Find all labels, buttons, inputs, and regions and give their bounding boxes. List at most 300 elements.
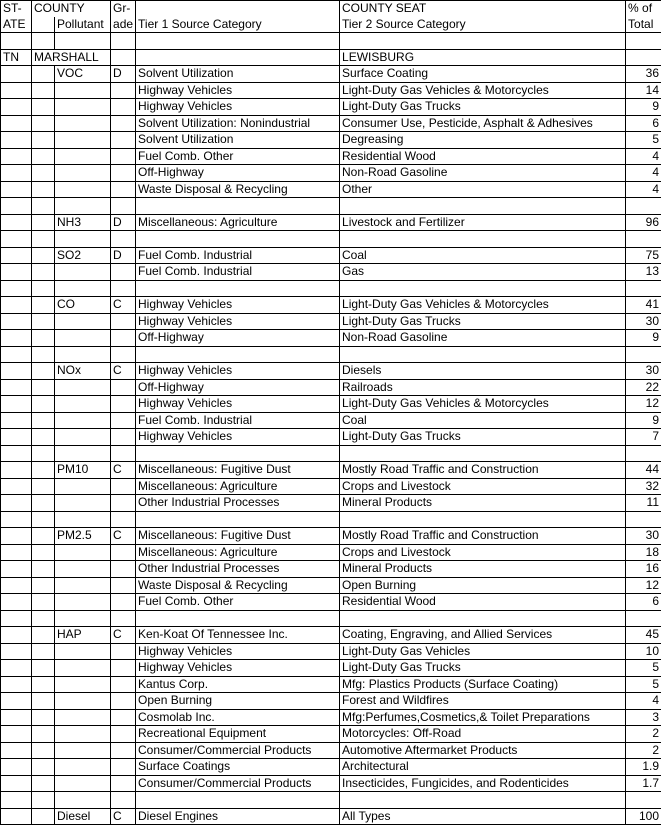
- state-cell: [1, 808, 32, 825]
- state-cell: [1, 726, 32, 743]
- pollutant-cell: [55, 379, 111, 396]
- state-cell: [1, 264, 32, 281]
- grade-cell: C: [111, 363, 136, 380]
- tier2-cell: Livestock and Fertilizer: [340, 214, 626, 231]
- header-tier1: [136, 1, 340, 17]
- county-cell: [32, 709, 55, 726]
- tier1-cell: Recreational Equipment: [136, 726, 340, 743]
- pct-cell: 4: [626, 165, 661, 182]
- grade-cell: [111, 544, 136, 561]
- state-cell: [1, 148, 32, 165]
- pollutant-cell: [55, 660, 111, 677]
- tier1-cell: Miscellaneous: Agriculture: [136, 544, 340, 561]
- tier1-cell: Cosmolab Inc.: [136, 709, 340, 726]
- pct-cell: 18: [626, 544, 661, 561]
- pct-cell: 96: [626, 214, 661, 231]
- pct-cell: 13: [626, 264, 661, 281]
- pollutant-cell: SO2: [55, 247, 111, 264]
- pollutant-cell: [55, 676, 111, 693]
- tier2-cell: Mostly Road Traffic and Construction: [340, 528, 626, 545]
- grade-cell: [111, 693, 136, 710]
- state-cell: [1, 544, 32, 561]
- spacer-row: [1, 280, 661, 297]
- table-row: [1, 495, 661, 512]
- county-cell: [32, 808, 55, 825]
- county-cell: [32, 247, 55, 264]
- tier2-cell: Coating, Engraving, and Allied Services: [340, 627, 626, 644]
- tier1-cell: Diesel Engines: [136, 808, 340, 825]
- tier2-cell: Forest and Wildfires: [340, 693, 626, 710]
- emissions-table-body: [1, 1, 661, 825]
- header-county-seat: COUNTY SEAT: [340, 1, 626, 17]
- state-cell: [1, 594, 32, 611]
- table-row: [1, 478, 661, 495]
- county-cell: [32, 577, 55, 594]
- grade-cell: [111, 313, 136, 330]
- pollutant-cell: [55, 561, 111, 578]
- county-cell: [32, 214, 55, 231]
- table-row: [1, 660, 661, 677]
- tier2-cell: Mostly Road Traffic and Construction: [340, 462, 626, 479]
- pollutant-cell: [55, 396, 111, 413]
- state-cell: [1, 643, 32, 660]
- pollutant-cell: [55, 165, 111, 182]
- grade-cell: C: [111, 528, 136, 545]
- state-cell: [1, 132, 32, 149]
- tier1-cell: Waste Disposal & Recycling: [136, 577, 340, 594]
- spacer-row: [1, 346, 661, 363]
- pct-cell: 3: [626, 709, 661, 726]
- table-row: [1, 297, 661, 314]
- tier2-cell: Motorcycles: Off-Road: [340, 726, 626, 743]
- table-row: [1, 544, 661, 561]
- pct-cell: 44: [626, 462, 661, 479]
- tier1-cell: Highway Vehicles: [136, 313, 340, 330]
- table-row: [1, 693, 661, 710]
- table-row: [1, 379, 661, 396]
- grade-cell: [111, 709, 136, 726]
- tier1-cell: Waste Disposal & Recycling: [136, 181, 340, 198]
- tier2-cell: Railroads: [340, 379, 626, 396]
- tier1-cell: Off-Highway: [136, 379, 340, 396]
- pct-cell: 2: [626, 742, 661, 759]
- pollutant-cell: [55, 412, 111, 429]
- tier1-cell: Other Industrial Processes: [136, 495, 340, 512]
- state-cell: [1, 330, 32, 347]
- pollutant-cell: [55, 82, 111, 99]
- pollutant-cell: [55, 115, 111, 132]
- grade-cell: [111, 99, 136, 116]
- tier2-cell: Open Burning: [340, 577, 626, 594]
- county-cell: [32, 495, 55, 512]
- pollutant-cell: [55, 594, 111, 611]
- header-state-2: ATE: [1, 17, 32, 33]
- pollutant-cell: [55, 759, 111, 776]
- header-state: ST-: [1, 1, 32, 17]
- tier1-cell: Highway Vehicles: [136, 660, 340, 677]
- pollutant-cell: PM10: [55, 462, 111, 479]
- pollutant-cell: [55, 742, 111, 759]
- tier1-cell: Solvent Utilization: [136, 132, 340, 149]
- header-tier2-category: Tier 2 Source Category: [340, 17, 626, 33]
- state-cell: [1, 214, 32, 231]
- county-cell: [32, 759, 55, 776]
- grade-cell: [111, 181, 136, 198]
- county-cell: [32, 775, 55, 792]
- tier2-cell: Coal: [340, 247, 626, 264]
- grade-cell: [111, 132, 136, 149]
- pct-cell: 22: [626, 379, 661, 396]
- pollutant-cell: [55, 264, 111, 281]
- pct-cell: 9: [626, 412, 661, 429]
- county-cell: [32, 264, 55, 281]
- table-row: [1, 412, 661, 429]
- tier1-cell: Fuel Comb. Other: [136, 594, 340, 611]
- pct-cell: 9: [626, 99, 661, 116]
- tier2-cell: Light-Duty Gas Vehicles & Motorcycles: [340, 297, 626, 314]
- county-cell: [32, 660, 55, 677]
- pct-cell: 12: [626, 577, 661, 594]
- table-row: [1, 775, 661, 792]
- county-cell: [32, 528, 55, 545]
- tier1-cell: Fuel Comb. Other: [136, 148, 340, 165]
- pct-cell: 10: [626, 643, 661, 660]
- table-row: [1, 528, 661, 545]
- table-row: [1, 676, 661, 693]
- grade-cell: [111, 742, 136, 759]
- tier2-cell: Mineral Products: [340, 495, 626, 512]
- county-cell: [32, 742, 55, 759]
- tier2-cell: Residential Wood: [340, 148, 626, 165]
- state-cell: [1, 66, 32, 83]
- pct-cell: 1.7: [626, 775, 661, 792]
- state-cell: [1, 561, 32, 578]
- pollutant-cell: NOx: [55, 363, 111, 380]
- table-row: [1, 759, 661, 776]
- grade-cell: [111, 379, 136, 396]
- state-cell: [1, 759, 32, 776]
- grade-cell: [111, 165, 136, 182]
- state-cell: TN: [1, 49, 32, 66]
- state-cell: [1, 495, 32, 512]
- county-cell: [32, 313, 55, 330]
- tier2-cell: Consumer Use, Pesticide, Asphalt & Adhesives: [340, 115, 626, 132]
- tier2-cell: Automotive Aftermarket Products: [340, 742, 626, 759]
- pct-cell: 5: [626, 132, 661, 149]
- table-row: [1, 643, 661, 660]
- county-cell: [32, 594, 55, 611]
- tier1-cell: Fuel Comb. Industrial: [136, 264, 340, 281]
- tier2-cell: Light-Duty Gas Vehicles: [340, 643, 626, 660]
- header-county: COUNTY: [32, 1, 111, 17]
- county-cell: MARSHALL: [32, 49, 111, 66]
- table-row: [1, 264, 661, 281]
- table-row: [1, 577, 661, 594]
- county-cell: [32, 363, 55, 380]
- grade-cell: [111, 594, 136, 611]
- tier2-cell: Crops and Livestock: [340, 478, 626, 495]
- state-cell: [1, 429, 32, 446]
- tier1-cell: Solvent Utilization: Nonindustrial: [136, 115, 340, 132]
- tier2-cell: Light-Duty Gas Trucks: [340, 99, 626, 116]
- grade-cell: [111, 676, 136, 693]
- pct-cell: 5: [626, 660, 661, 677]
- pollutant-cell: [55, 478, 111, 495]
- pct-cell: 4: [626, 693, 661, 710]
- pct-cell: 45: [626, 627, 661, 644]
- pct-cell: 6: [626, 594, 661, 611]
- pollutant-cell: [55, 429, 111, 446]
- state-cell: [1, 528, 32, 545]
- state-cell: [1, 693, 32, 710]
- state-cell: [1, 115, 32, 132]
- county-cell: [32, 99, 55, 116]
- tier1-cell: Off-Highway: [136, 330, 340, 347]
- state-cell: [1, 412, 32, 429]
- tier1-cell: Consumer/Commercial Products: [136, 742, 340, 759]
- pollutant-cell: [55, 775, 111, 792]
- spacer-row: [1, 231, 661, 248]
- pct-cell: 30: [626, 363, 661, 380]
- pct-cell: 16: [626, 561, 661, 578]
- state-cell: [1, 742, 32, 759]
- header-total: Total: [626, 17, 661, 33]
- tier2-cell: Mfg: Plastics Products (Surface Coating): [340, 676, 626, 693]
- grade-cell: [111, 478, 136, 495]
- pollutant-cell: [55, 577, 111, 594]
- pollutant-cell: [55, 544, 111, 561]
- table-row: [1, 627, 661, 644]
- tier1-cell: Highway Vehicles: [136, 396, 340, 413]
- table-row: [1, 115, 661, 132]
- tier1-cell: Ken-Koat Of Tennessee Inc.: [136, 627, 340, 644]
- grade-cell: D: [111, 247, 136, 264]
- county-cell: [32, 726, 55, 743]
- table-row: [1, 594, 661, 611]
- header-grade-2: ade: [111, 17, 136, 33]
- tier2-cell: Architectural: [340, 759, 626, 776]
- header-pollutant: Pollutant: [55, 17, 111, 33]
- pct-cell: 14: [626, 82, 661, 99]
- state-cell: [1, 165, 32, 182]
- pollutant-cell: [55, 643, 111, 660]
- tier1-cell: Open Burning: [136, 693, 340, 710]
- state-cell: [1, 478, 32, 495]
- tier1-cell: Highway Vehicles: [136, 363, 340, 380]
- table-row: [1, 330, 661, 347]
- tier2-cell: All Types: [340, 808, 626, 825]
- tier2-cell: Light-Duty Gas Vehicles & Motorcycles: [340, 396, 626, 413]
- pct-cell: 4: [626, 148, 661, 165]
- grade-cell: [111, 115, 136, 132]
- table-row: [1, 396, 661, 413]
- pollutant-cell: VOC: [55, 66, 111, 83]
- pct-cell: 75: [626, 247, 661, 264]
- table-row: [1, 82, 661, 99]
- spacer-row: [1, 610, 661, 627]
- table-row: [1, 462, 661, 479]
- table-row: [1, 742, 661, 759]
- state-cell: [1, 247, 32, 264]
- tier1-cell: Fuel Comb. Industrial: [136, 412, 340, 429]
- pct-cell: 30: [626, 313, 661, 330]
- county-cell: [32, 544, 55, 561]
- table-row: [1, 726, 661, 743]
- county-cell: [32, 643, 55, 660]
- county-cell: [32, 148, 55, 165]
- county-cell: [32, 330, 55, 347]
- pct-cell: 6: [626, 115, 661, 132]
- grade-cell: [111, 726, 136, 743]
- pollutant-cell: [55, 709, 111, 726]
- grade-cell: C: [111, 462, 136, 479]
- state-cell: [1, 775, 32, 792]
- tier1-cell: Highway Vehicles: [136, 429, 340, 446]
- tier2-cell: Diesels: [340, 363, 626, 380]
- pct-cell: 36: [626, 66, 661, 83]
- tier1-cell: Miscellaneous: Agriculture: [136, 214, 340, 231]
- header-grade: Gr-: [111, 1, 136, 17]
- location-row: [1, 49, 661, 66]
- state-cell: [1, 709, 32, 726]
- tier1-cell: Fuel Comb. Industrial: [136, 247, 340, 264]
- grade-cell: C: [111, 297, 136, 314]
- header-row-2: [1, 17, 661, 33]
- pollutant-cell: PM2.5: [55, 528, 111, 545]
- tier2-cell: Insecticides, Fungicides, and Rodenticides: [340, 775, 626, 792]
- table-row: [1, 214, 661, 231]
- state-cell: [1, 99, 32, 116]
- state-cell: [1, 82, 32, 99]
- county-cell: [32, 132, 55, 149]
- spacer-row: [1, 33, 661, 50]
- grade-cell: [111, 264, 136, 281]
- grade-cell: D: [111, 66, 136, 83]
- tier2-cell: Degreasing: [340, 132, 626, 149]
- county-cell: [32, 379, 55, 396]
- tier1-cell: Consumer/Commercial Products: [136, 775, 340, 792]
- county-cell: [32, 462, 55, 479]
- grade-cell: [111, 429, 136, 446]
- county-cell: [32, 478, 55, 495]
- pollutant-cell: NH3: [55, 214, 111, 231]
- state-cell: [1, 313, 32, 330]
- table-row: [1, 99, 661, 116]
- tier2-cell: Mfg:Perfumes,Cosmetics,& Toilet Preparations: [340, 709, 626, 726]
- pct-cell: 30: [626, 528, 661, 545]
- table-row: [1, 561, 661, 578]
- grade-cell: [111, 330, 136, 347]
- table-row: [1, 313, 661, 330]
- grade-cell: D: [111, 214, 136, 231]
- county-cell: [32, 561, 55, 578]
- tier2-cell: Light-Duty Gas Trucks: [340, 313, 626, 330]
- table-row: [1, 148, 661, 165]
- pct-cell: 12: [626, 396, 661, 413]
- pollutant-cell: [55, 693, 111, 710]
- pct-cell: 4: [626, 181, 661, 198]
- spacer-row: [1, 445, 661, 462]
- table-row: [1, 165, 661, 182]
- table-row: [1, 181, 661, 198]
- pct-cell: 100: [626, 808, 661, 825]
- state-cell: [1, 577, 32, 594]
- tier1-cell: Miscellaneous: Agriculture: [136, 478, 340, 495]
- pct-cell: 9: [626, 330, 661, 347]
- tier1-cell: Highway Vehicles: [136, 297, 340, 314]
- county-cell: [32, 297, 55, 314]
- grade-cell: [111, 759, 136, 776]
- tier2-cell: Residential Wood: [340, 594, 626, 611]
- county-cell: [32, 396, 55, 413]
- tier1-cell: Highway Vehicles: [136, 643, 340, 660]
- tier2-cell: Non-Road Gasoline: [340, 165, 626, 182]
- county-seat-cell: LEWISBURG: [340, 49, 626, 66]
- county-cell: [32, 676, 55, 693]
- grade-cell: [111, 82, 136, 99]
- tier2-cell: Light-Duty Gas Trucks: [340, 429, 626, 446]
- state-cell: [1, 627, 32, 644]
- tier2-cell: Coal: [340, 412, 626, 429]
- county-cell: [32, 181, 55, 198]
- header-tier1-category: Tier 1 Source Category: [136, 17, 340, 33]
- tier1-cell: Highway Vehicles: [136, 82, 340, 99]
- pct-cell: 41: [626, 297, 661, 314]
- table-row: [1, 247, 661, 264]
- tier1-cell: Highway Vehicles: [136, 99, 340, 116]
- pct-cell: 32: [626, 478, 661, 495]
- spacer-row: [1, 792, 661, 809]
- tier2-cell: Mineral Products: [340, 561, 626, 578]
- grade-cell: C: [111, 808, 136, 825]
- table-row: [1, 808, 661, 825]
- tier2-cell: Crops and Livestock: [340, 544, 626, 561]
- grade-cell: [111, 577, 136, 594]
- pollutant-cell: CO: [55, 297, 111, 314]
- grade-cell: [111, 495, 136, 512]
- state-cell: [1, 676, 32, 693]
- table-row: [1, 132, 661, 149]
- pct-cell: 5: [626, 676, 661, 693]
- table-row: [1, 363, 661, 380]
- header-county-2: [32, 17, 55, 33]
- pollutant-cell: [55, 330, 111, 347]
- grade-cell: [111, 643, 136, 660]
- state-cell: [1, 181, 32, 198]
- tier1-cell: Miscellaneous: Fugitive Dust: [136, 528, 340, 545]
- county-cell: [32, 66, 55, 83]
- pct-cell: 1.9: [626, 759, 661, 776]
- state-cell: [1, 396, 32, 413]
- grade-cell: [111, 148, 136, 165]
- county-cell: [32, 412, 55, 429]
- tier1-cell: Miscellaneous: Fugitive Dust: [136, 462, 340, 479]
- pollutant-cell: [55, 313, 111, 330]
- pollutant-cell: [55, 148, 111, 165]
- state-cell: [1, 297, 32, 314]
- table-row: [1, 66, 661, 83]
- pollutant-cell: [55, 99, 111, 116]
- county-cell: [32, 115, 55, 132]
- tier2-cell: Light-Duty Gas Trucks: [340, 660, 626, 677]
- pollutant-cell: [55, 726, 111, 743]
- pct-cell: 11: [626, 495, 661, 512]
- pollutant-cell: [55, 181, 111, 198]
- spacer-row: [1, 511, 661, 528]
- tier1-cell: Surface Coatings: [136, 759, 340, 776]
- tier1-cell: Solvent Utilization: [136, 66, 340, 83]
- spacer-row: [1, 198, 661, 215]
